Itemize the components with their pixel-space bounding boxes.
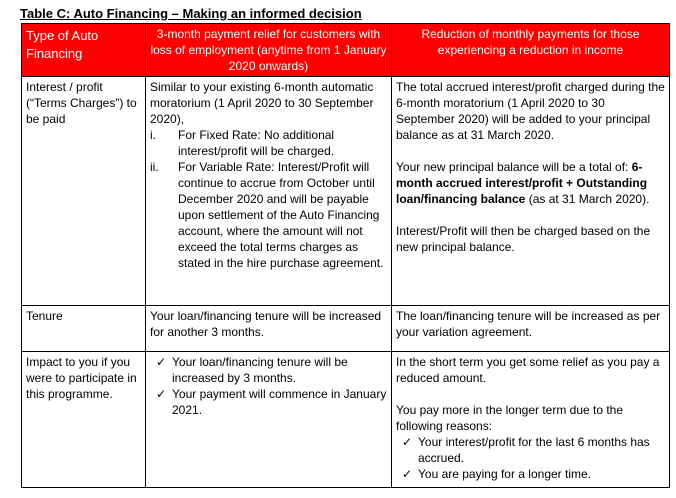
tenure-reduction-cell: The loan/financing tenure will be increased as per your variation agreement. xyxy=(392,306,670,352)
list-item xyxy=(150,386,387,418)
interest-relief-cell xyxy=(146,77,392,306)
list-item-text: For Variable Rate: Interest/Profit will continue to accrue from October until December 2020 and will be payable upon settlement of the Auto Financing account, where the amount will not exceed the total terms charges as stated in the hire purchase agreement. xyxy=(178,160,384,270)
interest-reduction-p2 xyxy=(396,159,665,207)
row-label-impact: Impact to you if you were to participate in this programme. xyxy=(22,352,146,488)
check-icon: ✓ xyxy=(401,435,413,449)
interest-rate-list xyxy=(150,127,387,271)
list-item-fixed-rate xyxy=(150,127,387,159)
list-item-text: Your payment will commence in January 2021. xyxy=(172,387,387,417)
list-item xyxy=(150,354,387,386)
tenure-relief-cell: Your loan/financing tenure will be increased for another 3 months. xyxy=(146,306,392,352)
interest-reduction-p3: Interest/Profit will then be charged based on the new principal balance. xyxy=(396,224,651,254)
table-row-tenure xyxy=(22,306,670,352)
row-label-tenure: Tenure xyxy=(22,306,146,352)
row-label-interest: Interest / profit (“Terms Charges”) to be paid xyxy=(22,77,146,306)
list-marker: i. xyxy=(150,128,156,142)
table-header-row xyxy=(22,24,670,77)
impact-relief-list xyxy=(150,354,387,418)
impact-relief-cell xyxy=(146,352,392,488)
impact-reduction-p2: You pay more in the longer term due to the following reasons: xyxy=(396,403,624,433)
table-row-interest xyxy=(22,77,670,306)
check-icon: ✓ xyxy=(155,355,167,369)
auto-financing-table xyxy=(21,23,670,488)
header-payment-relief: 3-month payment relief for customers with loss of employment (anytime from 1 January 2020 onwards) xyxy=(146,24,392,77)
p2-outstanding-bold: Outstanding loan/financing balance xyxy=(396,176,648,206)
impact-reduction-cell xyxy=(392,352,670,488)
list-item xyxy=(396,466,665,482)
interest-reduction-p1: The total accrued interest/profit charged during the 6-month moratorium (1 April 2020 to 30 September 2020) will be added to your principal balance as at 31 March 2020. xyxy=(396,80,665,142)
list-item xyxy=(396,434,665,466)
list-item-text: Your loan/financing tenure will be increased by 3 months. xyxy=(172,355,348,385)
check-icon: ✓ xyxy=(401,467,413,481)
table-row-impact xyxy=(22,352,670,488)
impact-reduction-p1: In the short term you get some relief as you pay a reduced amount. xyxy=(396,355,660,385)
p2-lead-text: Your new principal balance will be a total of: xyxy=(396,160,632,174)
interest-reduction-cell xyxy=(392,77,670,306)
list-item-variable-rate xyxy=(150,159,387,271)
list-item-text: For Fixed Rate: No additional interest/profit will be charged. xyxy=(178,128,335,158)
header-type-of-financing: Type of Auto Financing xyxy=(22,24,146,77)
header-reduction-payments: Reduction of monthly payments for those experiencing a reduction in income xyxy=(392,24,670,77)
list-marker: ii. xyxy=(150,160,159,174)
p2-accrued-bold: 6-month accrued interest/profit xyxy=(396,160,643,190)
p2-plus: + xyxy=(562,176,577,190)
interest-relief-intro: Similar to your existing 6-month automatic moratorium (1 April 2020 to 30 September 2020), xyxy=(150,80,374,126)
list-item-text: Your interest/profit for the last 6 months has accrued. xyxy=(418,435,650,465)
table-title: Table C: Auto Financing – Making an informed decision xyxy=(20,6,362,21)
p2-tail-text: (as at 31 March 2020). xyxy=(525,192,650,206)
check-icon: ✓ xyxy=(155,387,167,401)
list-item-text: You are paying for a longer time. xyxy=(418,467,591,481)
impact-reasons-list xyxy=(396,434,665,482)
